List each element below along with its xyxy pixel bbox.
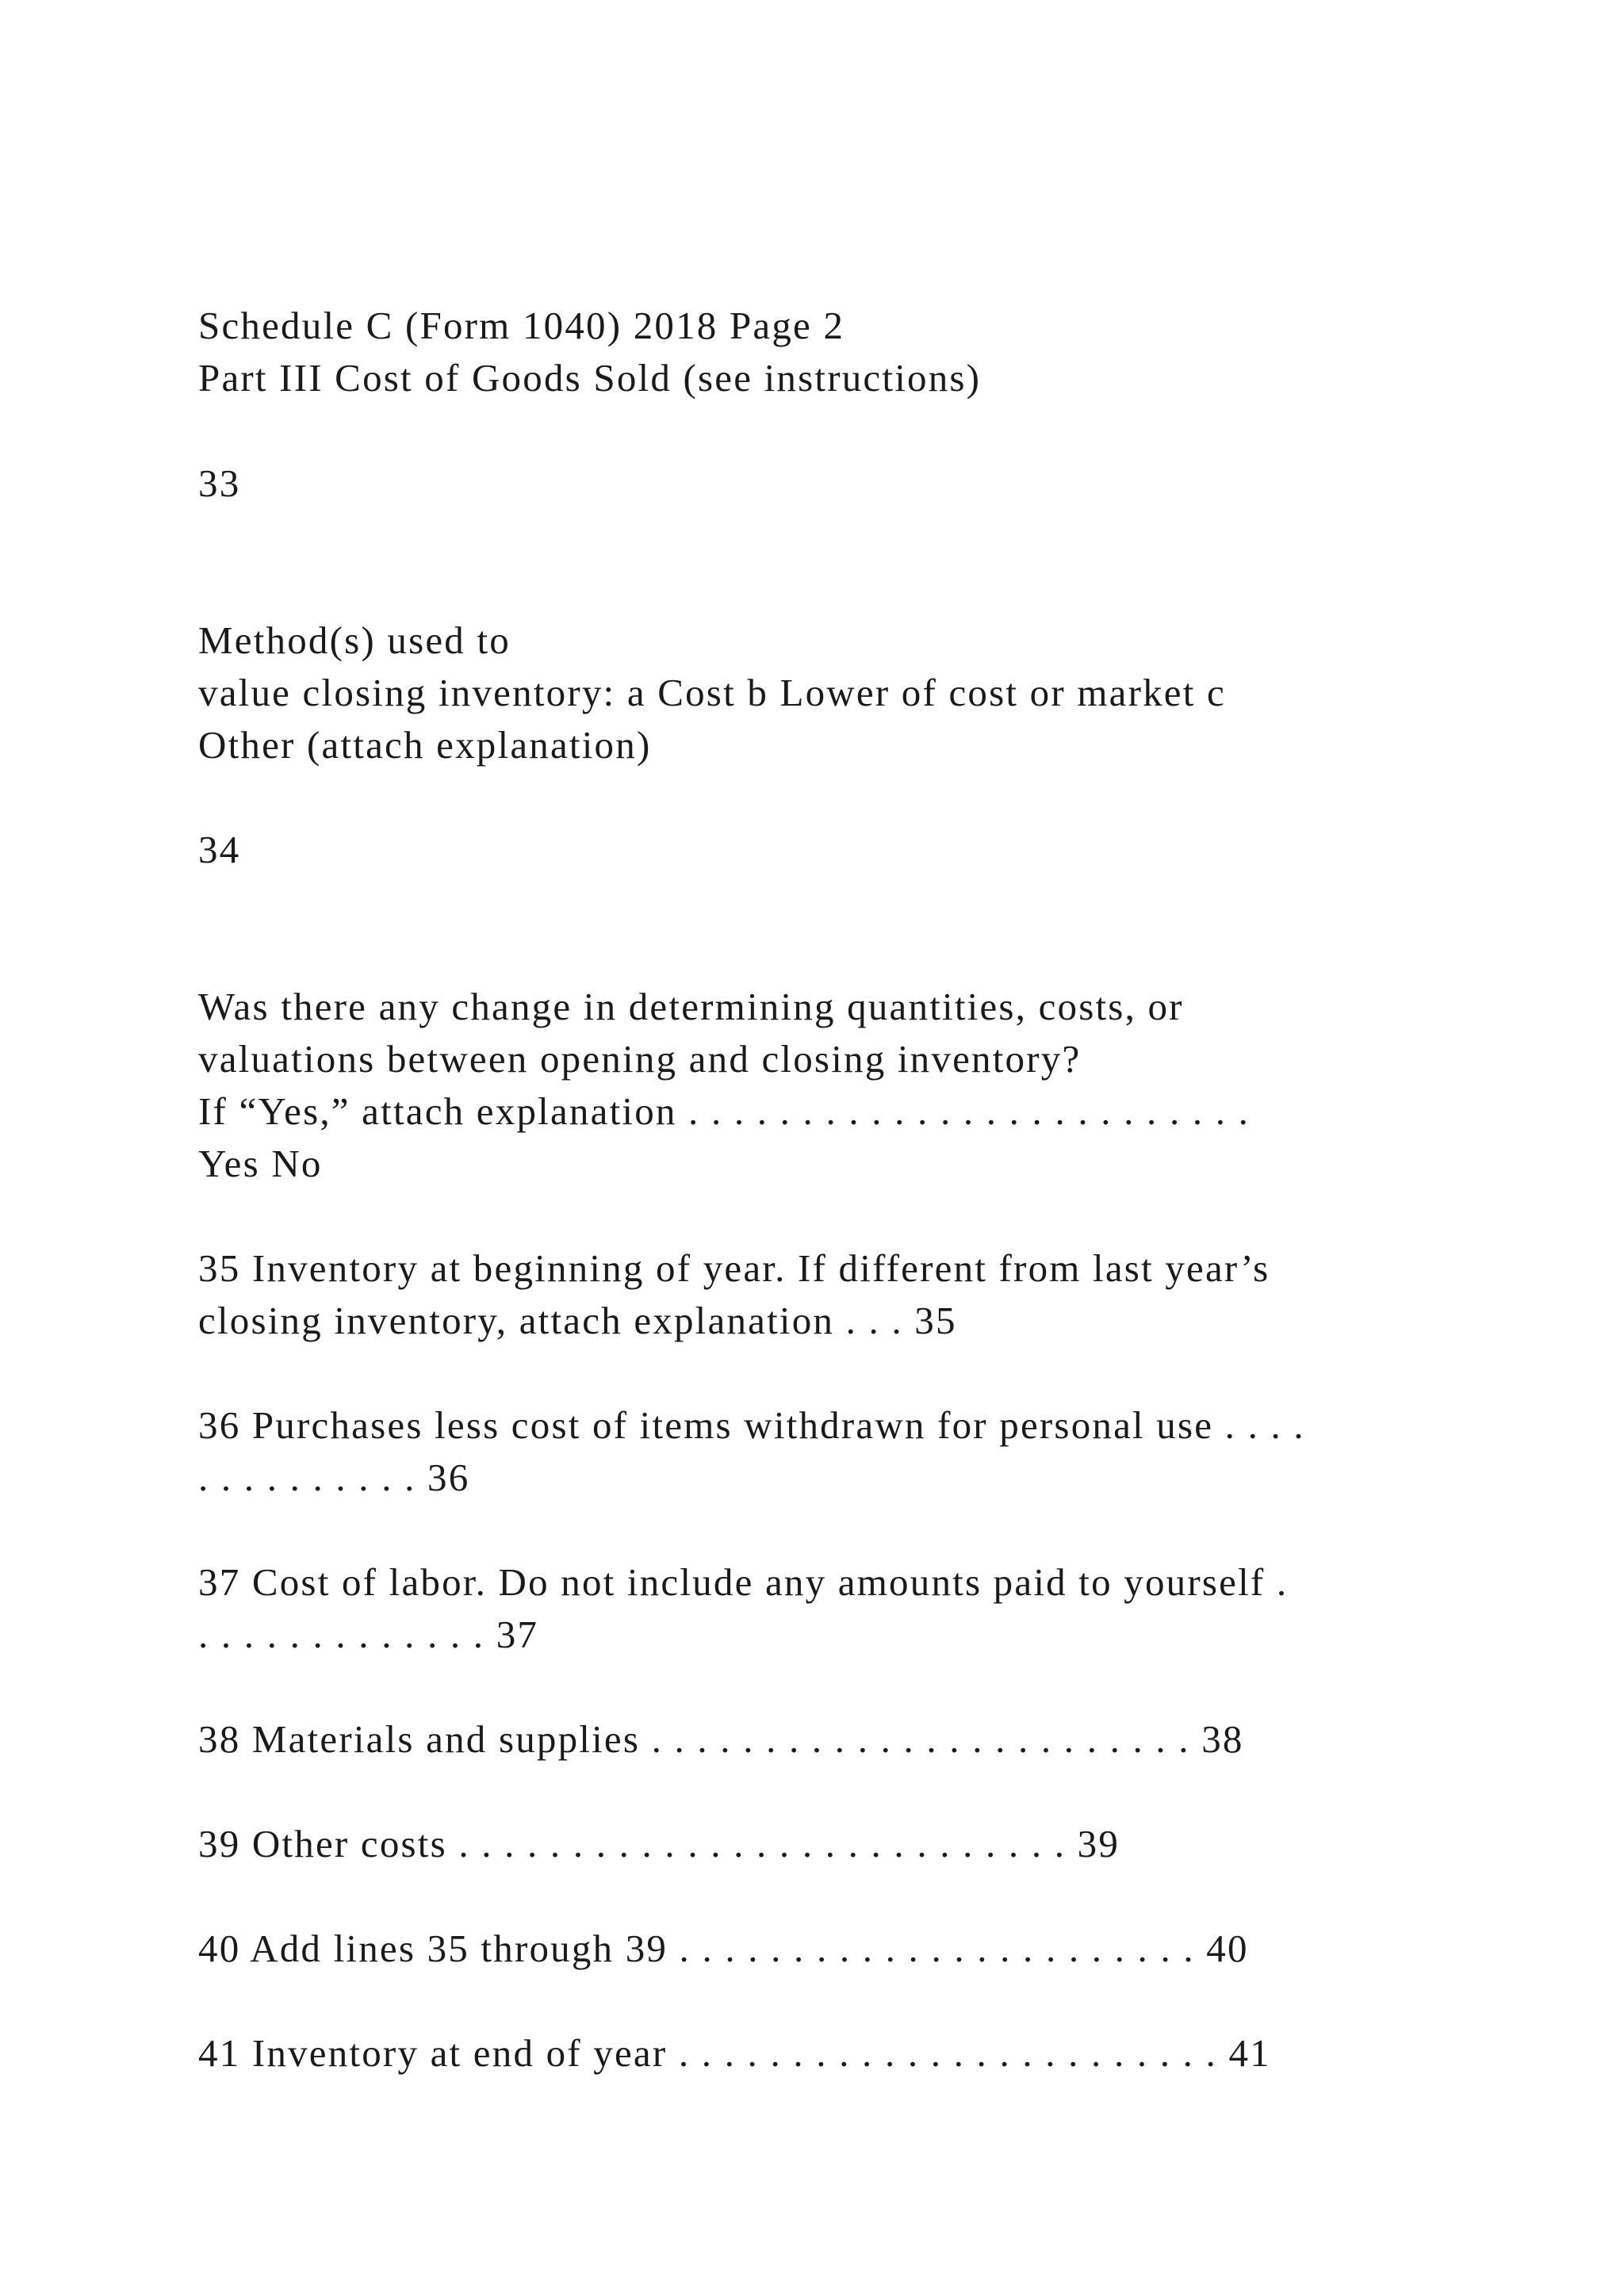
line-39-text: 39 Other costs . . . . . . . . . . . . . . . . . . . . . . . . . . . 39 [198, 1822, 1120, 1866]
line-34-text: Was there any change in determining quantities, costs, or [198, 985, 1184, 1028]
line-34-text: valuations between opening and closing inventory? [198, 1037, 1082, 1081]
document-page [198, 0, 1530, 2296]
line-34-text: If “Yes,” attach explanation . . . . . . . . . . . . . . . . . . . . . . . . . [198, 1089, 1251, 1133]
part-title: Part III Cost of Goods Sold (see instructions) [198, 356, 982, 400]
line-34-number: 34 [198, 828, 241, 871]
line-36-text: . . . . . . . . . . 36 [198, 1456, 470, 1499]
schedule-header: Schedule C (Form 1040) 2018 Page 2 [198, 304, 845, 347]
line-37-text: . . . . . . . . . . . . . 37 [198, 1613, 539, 1656]
yes-no-options: Yes No [198, 1142, 323, 1185]
line-40-text: 40 Add lines 35 through 39 . . . . . . . . . . . . . . . . . . . . . . . 40 [198, 1927, 1249, 1970]
line-33-text: Method(s) used to [198, 618, 511, 662]
line-33-number: 33 [198, 461, 241, 505]
line-33-text: value closing inventory: a Cost b Lower of cost or market c [198, 671, 1226, 714]
line-38-text: 38 Materials and supplies . . . . . . . . . . . . . . . . . . . . . . . . 38 [198, 1717, 1244, 1761]
line-37-text: 37 Cost of labor. Do not include any amounts paid to yourself . [198, 1560, 1289, 1604]
line-36-text: 36 Purchases less cost of items withdrawn for personal use . . . . [198, 1403, 1305, 1447]
line-35-text: 35 Inventory at beginning of year. If different from last year’s [198, 1246, 1270, 1290]
line-35-text: closing inventory, attach explanation . . . 35 [198, 1299, 957, 1342]
line-41-text: 41 Inventory at end of year . . . . . . . . . . . . . . . . . . . . . . . . 41 [198, 2031, 1271, 2075]
line-33-text: Other (attach explanation) [198, 723, 652, 767]
